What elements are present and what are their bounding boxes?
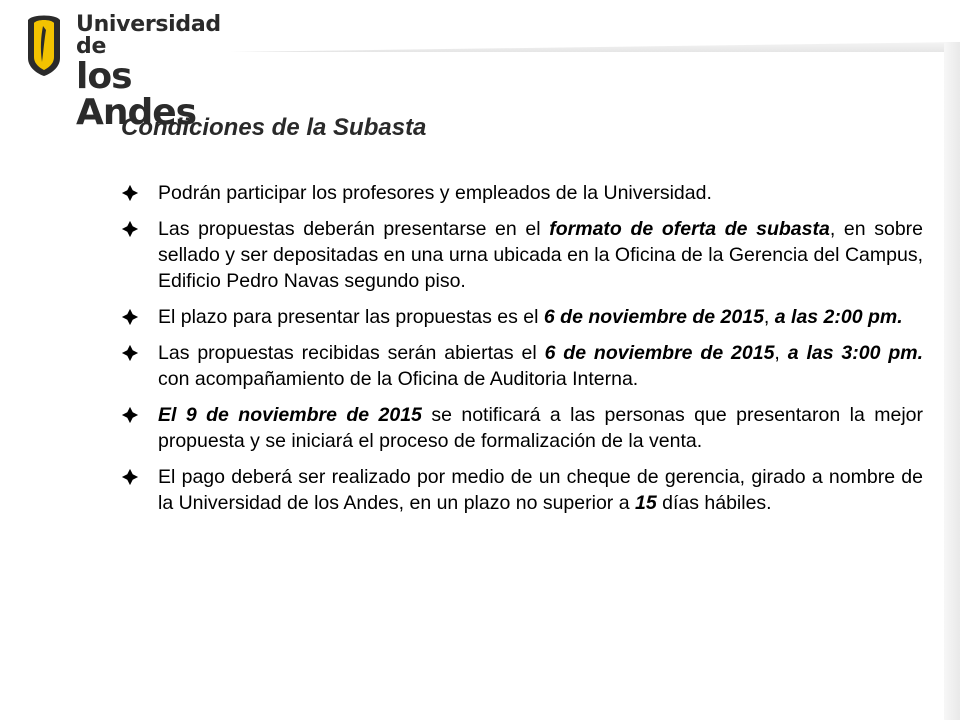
university-logo bbox=[22, 12, 252, 133]
diamond-four-point-icon bbox=[121, 184, 139, 202]
logo-line-2: los Andes bbox=[76, 56, 197, 133]
list-item bbox=[121, 216, 923, 294]
item-text: , bbox=[774, 342, 788, 364]
diamond-four-point-icon bbox=[121, 406, 139, 424]
list-item bbox=[121, 180, 923, 206]
emphasized-text: formato de oferta de subasta bbox=[549, 218, 830, 240]
header-gradient-band bbox=[230, 42, 960, 52]
logo-line-1: Universidad de bbox=[76, 12, 221, 59]
diamond-four-point-icon bbox=[121, 344, 139, 362]
item-text: Las propuestas recibidas serán abiertas el bbox=[158, 342, 545, 364]
conditions-list bbox=[121, 180, 923, 526]
item-text: El pago deberá ser realizado por medio de un cheque de gerencia, girado a nombre de la Universidad de los Andes, en un plazo no superior a bbox=[158, 466, 923, 514]
diamond-four-point-icon bbox=[121, 308, 139, 326]
item-text: El plazo para presentar las propuestas es el bbox=[158, 306, 544, 328]
item-text: Las propuestas deberán presentarse en el bbox=[158, 218, 550, 240]
list-item bbox=[121, 340, 923, 392]
item-text: se notificará a las personas que presentaron la mejor propuesta y se iniciará el proceso de formalización de la venta. bbox=[158, 404, 923, 452]
item-text: , bbox=[763, 306, 775, 328]
item-text: días hábiles. bbox=[656, 492, 772, 514]
item-text: , en sobre sellado y ser depositadas en una urna ubicada en la Oficina de la Gerencia del Campus, Edificio Pedro Navas segundo piso. bbox=[158, 218, 923, 292]
diamond-four-point-icon bbox=[121, 468, 139, 486]
item-text: Podrán participar los profesores y empleados de la Universidad. bbox=[158, 182, 712, 204]
emphasized-text: 6 de noviembre de 2015 bbox=[544, 342, 775, 364]
page-title: Condiciones de la Subasta bbox=[121, 114, 427, 141]
right-edge-band bbox=[944, 42, 960, 720]
list-item bbox=[121, 464, 923, 516]
emphasized-text: a las 3:00 pm. bbox=[787, 342, 923, 364]
emphasized-text: 15 bbox=[634, 492, 657, 514]
item-text: con acompañamiento de la Oficina de Auditoria Interna. bbox=[158, 368, 639, 390]
emphasized-text: a las 2:00 pm. bbox=[774, 306, 903, 328]
crest-icon bbox=[22, 12, 66, 78]
emphasized-text: El 9 de noviembre de 2015 bbox=[158, 404, 422, 426]
list-item bbox=[121, 402, 923, 454]
emphasized-text: 6 de noviembre de 2015 bbox=[543, 306, 764, 328]
diamond-four-point-icon bbox=[121, 220, 139, 238]
list-item bbox=[121, 304, 923, 330]
